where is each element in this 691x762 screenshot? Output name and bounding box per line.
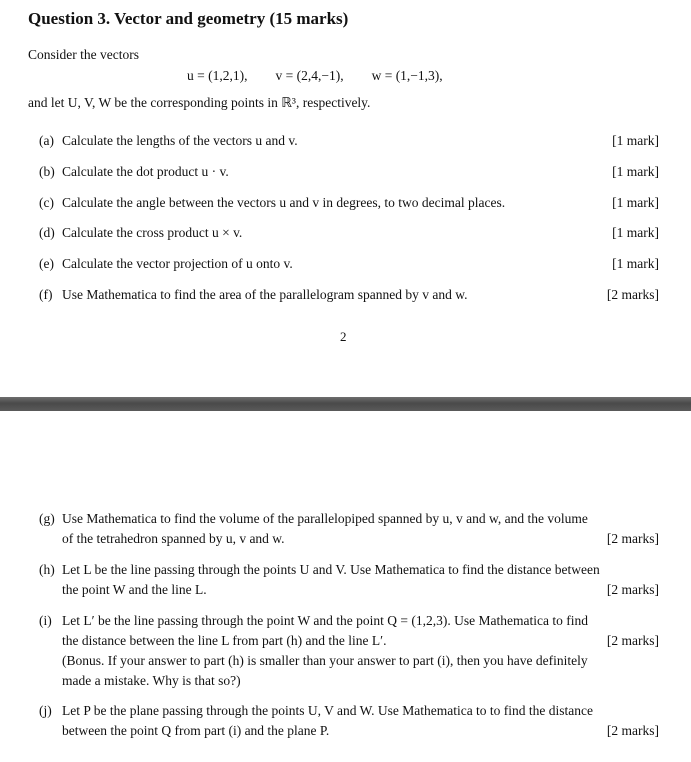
part-marks: [1 mark] [612, 256, 659, 271]
part-marks: [1 mark] [612, 133, 659, 148]
part-marks: [2 marks] [606, 582, 659, 597]
part-text: Calculate the angle between the vectors u and v in degrees, to two decimal places. [62, 195, 506, 210]
part-marks: [2 marks] [606, 633, 659, 648]
part-text-line: Let L be the line passing through the points U and V. Use Mathematica to find the distance between [62, 562, 600, 577]
vector-u: u = (1,2,1), [187, 68, 248, 83]
part-text: Calculate the cross product u × v. [62, 225, 243, 240]
page-number: 2 [340, 329, 347, 344]
intro-text: Consider the vectors [28, 47, 139, 62]
part-label: (f) [39, 287, 53, 302]
part-label: (i) [39, 613, 52, 628]
part-marks: [1 mark] [612, 164, 659, 179]
part-label: (h) [39, 562, 55, 577]
part-marks: [1 mark] [612, 225, 659, 240]
part-label: (d) [39, 225, 55, 240]
part-marks: [2 marks] [606, 531, 659, 546]
part-text: Calculate the dot product u · v. [62, 164, 229, 179]
part-marks: [2 marks] [606, 287, 659, 302]
part-label: (e) [39, 256, 54, 271]
part-text: Calculate the lengths of the vectors u and v. [62, 133, 298, 148]
part-bonus-line: made a mistake. Why is that so?) [62, 673, 241, 688]
question-title: Question 3. Vector and geometry (15 marks) [28, 9, 349, 28]
vector-w: w = (1,−1,3), [371, 68, 443, 83]
part-label: (a) [39, 133, 54, 148]
points-definition: and let U, V, W be the corresponding points in ℝ³, respectively. [28, 95, 371, 110]
part-marks: [1 mark] [612, 195, 659, 210]
part-text: Use Mathematica to find the area of the parallelogram spanned by v and w. [62, 287, 468, 302]
part-label: (b) [39, 164, 55, 179]
vector-definitions [187, 68, 471, 84]
part-text-line: Let P be the plane passing through the points U, V and W. Use Mathematica to to find the distance [62, 703, 594, 718]
part-text-line: of the tetrahedron spanned by u, v and w. [62, 531, 285, 546]
vector-v: v = (2,4,−1), [275, 68, 344, 83]
part-label: (g) [39, 511, 55, 526]
part-bonus-line: (Bonus. If your answer to part (h) is smaller than your answer to part (i), then you have definitely [62, 653, 588, 668]
part-text-line: Let L′ be the line passing through the point W and the point Q = (1,2,3). Use Mathematica to find [62, 613, 588, 628]
part-text-line: the point W and the line L. [62, 582, 207, 597]
part-label: (c) [39, 195, 54, 210]
part-text-line: between the point Q from part (i) and the plane P. [62, 723, 330, 738]
part-text: Calculate the vector projection of u onto v. [62, 256, 293, 271]
part-marks: [2 marks] [606, 723, 659, 738]
part-text-line: Use Mathematica to find the volume of the parallelopiped spanned by u, v and w, and the volume [62, 511, 588, 526]
page-separator [0, 397, 691, 411]
part-text-line: the distance between the line L from part (h) and the line L′. [62, 633, 387, 648]
part-label: (j) [39, 703, 52, 718]
page-two [0, 411, 691, 762]
